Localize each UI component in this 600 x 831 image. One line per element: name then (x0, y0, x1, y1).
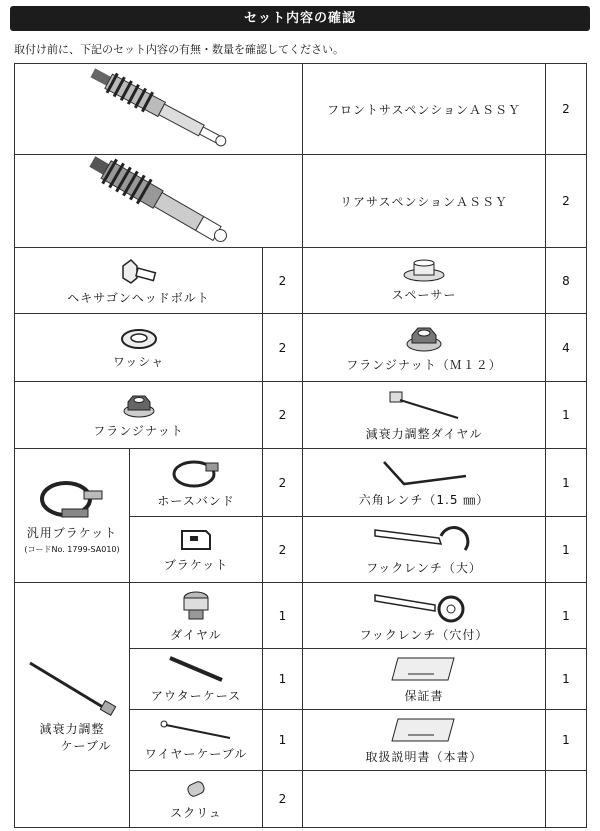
rear-suspension-image (15, 155, 303, 248)
table-row (15, 382, 587, 449)
general-bracket-icon (36, 477, 108, 521)
table-row (15, 314, 587, 382)
empty-cell (303, 771, 546, 828)
contents-table (14, 63, 587, 828)
row-qty: 8 (546, 248, 587, 314)
row-qty: 2 (263, 771, 303, 828)
damping-dial-icon (384, 388, 464, 422)
row-qty: 1 (263, 710, 303, 771)
section-header: セット内容の確認 (10, 6, 590, 31)
damping-cable-cell: 減衰力調整 ケーブル (15, 583, 130, 828)
spacer-icon (402, 259, 446, 283)
row-qty: 1 (546, 710, 587, 771)
front-suspension-image (15, 64, 303, 155)
row-qty: 2 (546, 64, 587, 155)
manual-doc-icon (384, 715, 464, 745)
row-qty: 2 (263, 382, 303, 449)
hose-band-icon (170, 457, 222, 489)
hex-wrench-icon (374, 458, 474, 488)
table-row (15, 155, 587, 248)
row-qty: 1 (263, 649, 303, 710)
row-qty: 2 (546, 155, 587, 248)
row-qty: 1 (263, 583, 303, 649)
row-label: リアサスペンションＡＳＳＹ (303, 155, 546, 248)
warranty-doc-icon (384, 654, 464, 684)
damping-dial-cell: 減衰力調整ダイヤル (303, 382, 546, 449)
hose-band-cell: ホースバンド (130, 449, 263, 517)
bracket-icon (176, 527, 216, 553)
hook-wrench-icon (369, 524, 479, 556)
empty-cell (546, 771, 587, 828)
hook-wrench-large-cell: フックレンチ（大） (303, 517, 546, 583)
damping-cable-icon (22, 657, 122, 717)
table-row (15, 64, 587, 155)
row-qty: 2 (263, 248, 303, 314)
row-qty: 2 (263, 517, 303, 583)
manual-cell: 取扱説明書（本書） (303, 710, 546, 771)
outer-case-icon (164, 654, 228, 684)
outer-case-cell: アウターケース (130, 649, 263, 710)
row-qty: 1 (546, 649, 587, 710)
hex-bolt-cell: ヘキサゴンヘッドボルト (15, 248, 263, 314)
general-bracket-cell: 汎用ブラケット (コードNo. 1799-SA010) (15, 449, 130, 583)
rear-suspension-icon (74, 156, 244, 244)
row-qty: 1 (546, 382, 587, 449)
flange-nut-icon (404, 323, 444, 353)
row-qty: 2 (263, 314, 303, 382)
table-row (15, 583, 587, 649)
flange-nut-m12-cell: フランジナット（Ｍ１２） (303, 314, 546, 382)
dial-cell: ダイヤル (130, 583, 263, 649)
row-qty: 1 (546, 517, 587, 583)
flange-nut-cell: フランジナット (15, 382, 263, 449)
washer-cell: ワッシャ (15, 314, 263, 382)
intro-text: 取付け前に、下記のセット内容の有無・数量を確認してください。 (14, 43, 344, 56)
flange-nut-small-icon (121, 391, 157, 419)
dial-icon (179, 589, 213, 623)
row-qty: 4 (546, 314, 587, 382)
table-row (15, 248, 587, 314)
spacer-cell: スペーサー (303, 248, 546, 314)
row-qty: 1 (546, 449, 587, 517)
hook-wrench-holed-icon (369, 589, 479, 623)
wire-cable-icon (156, 718, 236, 742)
hook-wrench-holed-cell: フックレンチ（穴付） (303, 583, 546, 649)
front-suspension-icon (74, 65, 244, 151)
washer-icon (119, 326, 159, 350)
table-row (15, 449, 587, 517)
warranty-cell: 保証書 (303, 649, 546, 710)
row-qty: 2 (263, 449, 303, 517)
wire-cable-cell: ワイヤーケーブル (130, 710, 263, 771)
screw-cell: スクリュ (130, 771, 263, 828)
row-qty: 1 (546, 583, 587, 649)
screw-icon (182, 777, 210, 801)
row-label: フロントサスペンションＡＳＳＹ (303, 64, 546, 155)
hex-wrench-cell: 六角レンチ（1.5 ㎜） (303, 449, 546, 517)
hex-bolt-icon (119, 256, 159, 286)
bracket-cell: ブラケット (130, 517, 263, 583)
